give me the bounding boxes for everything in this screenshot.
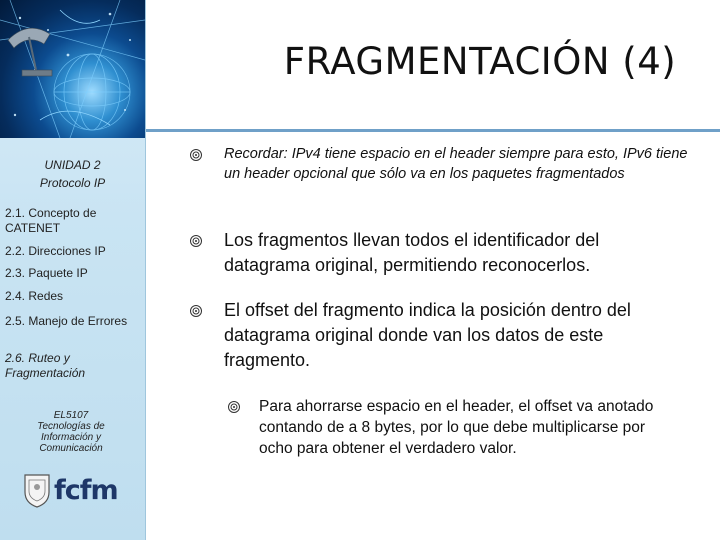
unit-subtitle: Protocolo IP <box>39 176 106 190</box>
circle-bullet-icon <box>189 234 203 248</box>
circle-bullet-icon <box>189 148 203 162</box>
satellite-banner-image <box>0 0 145 138</box>
sidebar-item-redes[interactable]: 2.4. Redes <box>5 289 64 303</box>
bullet-text-recordar: Recordar: IPv4 tiene espacio en el header siempre para esto, IPv6 tiene un header opcional que sólo va en los paquetes fragmentados <box>224 146 688 182</box>
sidebar-item-paquete[interactable]: 2.3. Paquete IP <box>5 266 88 280</box>
sidebar-item-catenet[interactable]: 2.1. Concepto de CATENET <box>5 206 97 235</box>
bullet-text-offset: El offset del fragmento indica la posición dentro del datagrama original donde van los datos de este fragmento. <box>224 300 631 370</box>
sidebar-item-direcciones[interactable]: 2.2. Direcciones IP <box>5 244 106 258</box>
bullet-text-identificador: Los fragmentos llevan todos el identificador del datagrama original, permitiendo reconocerlos. <box>224 230 600 275</box>
course-info <box>10 410 132 454</box>
sidebar-item-ruteo[interactable]: 2.6. Ruteo y Fragmentación <box>5 351 86 380</box>
sidebar-item-errores[interactable]: 2.5. Manejo de Errores <box>5 314 128 328</box>
course-name-line2: Información y <box>40 432 102 443</box>
sidebar <box>0 0 146 540</box>
course-name-line3: Comunicación <box>39 443 103 454</box>
unit-title: UNIDAD 2 <box>44 158 101 172</box>
slide-title: FRAGMENTACIÓN (4) <box>283 40 677 83</box>
course-code: EL5107 <box>53 410 89 421</box>
title-divider <box>146 129 720 132</box>
sub-bullet-text-bytes: Para ahorrarse espacio en el header, el offset va anotado contando de a 8 bytes, por lo que debe multiplicarse por ocho para obtener el verdadero valor. <box>259 398 654 457</box>
circle-bullet-icon <box>189 304 203 318</box>
course-name-line1: Tecnologías de <box>37 421 105 432</box>
university-seal-icon <box>22 472 52 508</box>
circle-bullet-icon <box>227 400 241 414</box>
fcfm-logo: fcfm <box>54 475 118 506</box>
